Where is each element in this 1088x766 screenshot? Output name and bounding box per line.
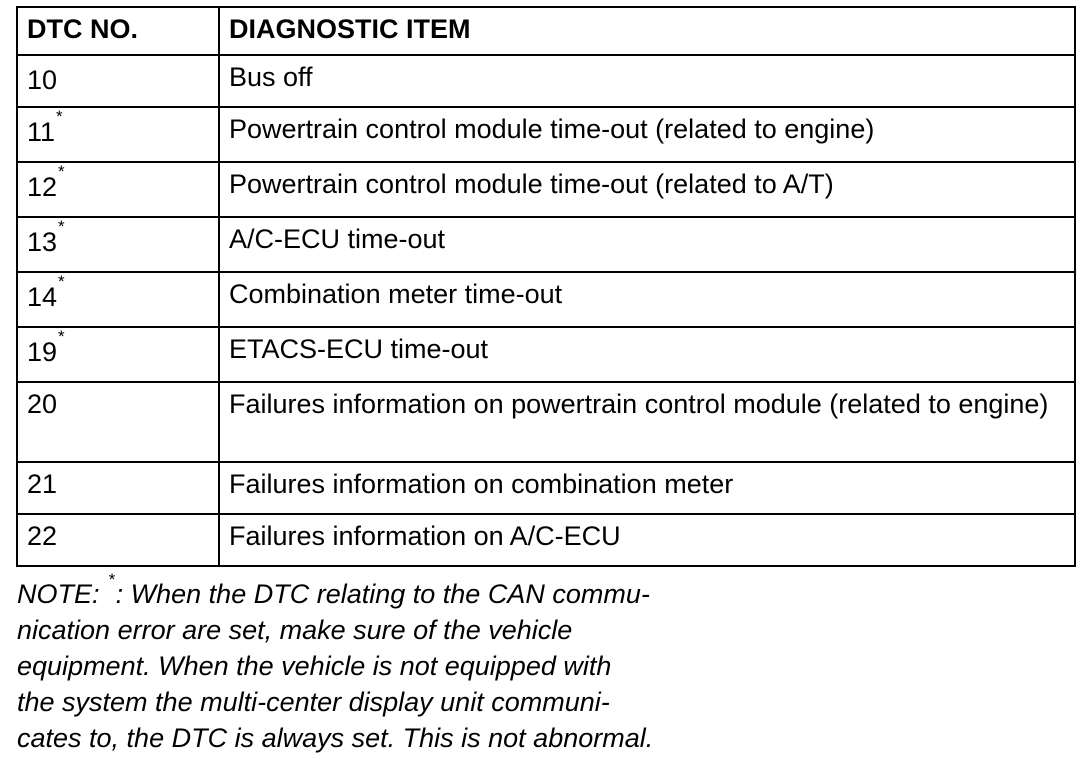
dtc-asterisk: * (58, 162, 65, 181)
note-line-3: equipment. When the vehicle is not equipped with (17, 651, 612, 681)
table-row (17, 217, 1075, 272)
table-row (17, 514, 1075, 566)
diagnostic-item-cell: Combination meter time-out (219, 272, 1075, 327)
header-diagnostic-item: DIAGNOSTIC ITEM (219, 7, 1075, 55)
table-row (17, 55, 1075, 107)
table-row (17, 382, 1075, 462)
header-row (17, 7, 1075, 55)
table-row (17, 162, 1075, 217)
dtc-asterisk: * (58, 217, 65, 236)
dtc-code: 10 (27, 65, 58, 95)
note-prefix: NOTE: (17, 579, 108, 609)
dtc-code-cell (17, 217, 219, 272)
table-header (17, 7, 1075, 55)
diagnostic-item-cell: Failures information on A/C-ECU (219, 514, 1075, 566)
note-line-2: nication error are set, make sure of the vehicle (17, 615, 573, 645)
diagnostic-item-cell: Failures information on powertrain control module (related to engine) (219, 382, 1075, 462)
dtc-code: 20 (27, 389, 58, 419)
dtc-code-cell (17, 382, 219, 462)
table-row (17, 327, 1075, 382)
diagnostic-item-cell: Failures information on combination meter (219, 462, 1075, 514)
dtc-code: 22 (27, 521, 58, 551)
dtc-code-cell (17, 55, 219, 107)
dtc-code-cell (17, 107, 219, 162)
table-row (17, 272, 1075, 327)
dtc-code-cell (17, 272, 219, 327)
dtc-code: 11 (27, 117, 56, 147)
table-row (17, 462, 1075, 514)
note-line-5: cates to, the DTC is always set. This is not abnormal. (17, 723, 654, 753)
note-line-1-text: : When the DTC relating to the CAN commu- (115, 579, 650, 609)
table-body (17, 55, 1075, 566)
dtc-code-cell (17, 462, 219, 514)
dtc-asterisk: * (58, 272, 65, 291)
diagnostic-item-cell: ETACS-ECU time-out (219, 327, 1075, 382)
dtc-asterisk: * (56, 107, 63, 126)
note-line-1 (17, 570, 737, 612)
dtc-code: 12 (27, 172, 58, 202)
note-line-4: the system the multi-center display unit communi- (17, 687, 610, 717)
diagnostic-item-cell: Powertrain control module time-out (related to A/T) (219, 162, 1075, 217)
dtc-code-cell (17, 514, 219, 566)
diagnostic-item-cell: A/C-ECU time-out (219, 217, 1075, 272)
dtc-code: 13 (27, 227, 58, 257)
diagnostic-item-cell: Bus off (219, 55, 1075, 107)
header-dtc-no: DTC NO. (17, 7, 219, 55)
dtc-code: 14 (27, 282, 58, 312)
dtc-code: 21 (27, 469, 58, 499)
dtc-code-cell (17, 327, 219, 382)
dtc-table (16, 6, 1076, 567)
note-paragraph (17, 570, 737, 756)
note-asterisk: * (108, 570, 115, 589)
table-row (17, 107, 1075, 162)
dtc-code-cell (17, 162, 219, 217)
diagnostic-item-cell: Powertrain control module time-out (related to engine) (219, 107, 1075, 162)
dtc-asterisk: * (58, 327, 65, 346)
dtc-code: 19 (27, 337, 58, 367)
